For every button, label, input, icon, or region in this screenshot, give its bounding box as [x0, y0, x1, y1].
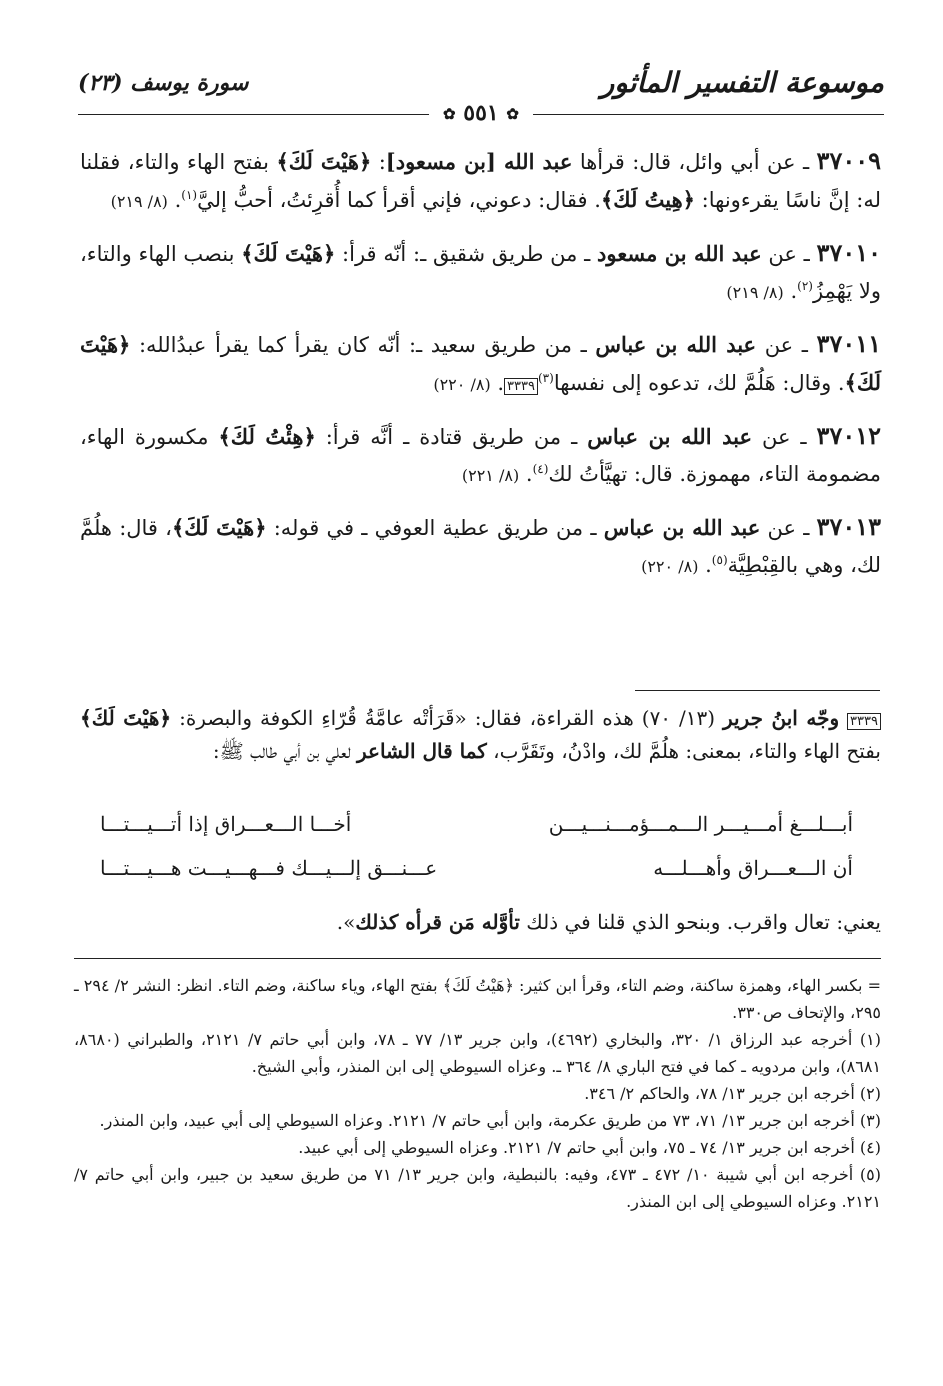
narrator: عبد الله بن عباس — [595, 332, 757, 357]
footnote: (٢) أخرجه ابن جرير ١٣/ ٧٨، والحاكم ٢/ ٣٤٦. — [584, 1084, 881, 1103]
entry-number: ٣٧٠١٠ — [816, 238, 881, 267]
cross-reference-box: ٣٣٣٩ — [847, 713, 881, 730]
surah-title: سورة يوسف (٢٣) — [78, 70, 249, 96]
volume-reference: (٨/ ٢٢٠) — [433, 375, 491, 394]
entry: ٣٧٠١٣ ـ عن عبد الله بن عباس ـ من طريق عطية العوفي ـ في قوله: ﴿هَيْتَ لَكَ﴾، قال: هلُمَّ لك، وهي بالقِبْطِيَّة$^{(٥)}$. (٨/ ٢٢٠) — [80, 512, 881, 577]
main-text — [80, 142, 881, 599]
volume-reference: (٨/ ٢١٩) — [726, 283, 784, 302]
entry-number: ٣٧٠١١ — [816, 329, 881, 358]
verse-first-hemistich: أن الـــعـــراق وأهـــلـــه — [653, 856, 853, 880]
commentary-conclusion: يعني: تعال واقرب. وبنحو الذي قلنا في ذلك تأوَّله مَن قرأه كذلك». — [336, 910, 881, 934]
footnote-marker: (٤) — [532, 462, 549, 476]
footnote: = بكسر الهاء، وهمزة ساكنة، وضم التاء، وقرأ ابن كثير: ﴿هَيْتُ لَكَ﴾ بفتح الهاء، وياء ساكنة، وضم التاء. انظر: النشر ٢/ ٢٩٤ ـ ٢٩٥، والإتحاف ص٣٣٠. — [74, 976, 881, 1022]
verse-first-hemistich: أبـــلـــغ أمـــيـــر الـــمـــؤمـــنـــيـــن — [548, 812, 853, 836]
footnote-marker: (٥) — [711, 553, 728, 567]
verse-line — [100, 812, 853, 848]
quran-quote: ﴿هِيتُ لَكَ﴾ — [600, 187, 695, 212]
verse-second-hemistich: عـــنـــق إلـــيـــك فـــهـــيـــت هـــيـــتـــا — [100, 856, 438, 880]
entry: ٣٧٠١١ ـ عن عبد الله بن عباس ـ من طريق سعيد ـ: أنّه كان يقرأ كما يقرأ عبدُالله: ﴿هَيْتَ لَكَ﴾. وقال: هَلُمَّ لك، تدعوه إلى نفسها$^{(٣)}$٣٣٣٩. (٨/ ٢٢٠) — [80, 329, 881, 395]
narrator: عبد الله بن مسعود — [597, 241, 762, 266]
commentary: ٣٣٣٩ وجّه ابنُ جرير (١٣/ ٧٠) هذه القراءة، فقال: «قَرَأتْه عامَّةُ قُرّاءِ الكوفة والبصرة: ﴿هَيْتَ لَكَ﴾ بفتح الهاء والتاء، بمعنى: هلُمَّ لك، وادْنُ، وتَقَرَّب، كما قال الشاعر لعلي بن أبي طالب ﷺ: — [80, 706, 881, 763]
page-header — [78, 66, 884, 124]
quran-quote: ﴿هَيْتَ لَكَ﴾ — [171, 515, 267, 540]
ornament-icon: ✿ — [443, 105, 456, 123]
commentary-bold: تأوَّله مَن قرأه كذلك — [355, 910, 520, 934]
volume-reference: (٨/ ٢١٩) — [110, 192, 168, 211]
quran-quote: ﴿هَيْتَ لَكَ﴾ — [80, 332, 881, 395]
poet-intro: كما قال الشاعر — [356, 739, 487, 763]
verse-second-hemistich: أخـــا الـــعـــراق إذا أتـــيـــتـــا — [100, 812, 352, 836]
footnote-marker: (٢) — [797, 279, 813, 293]
footnotes — [74, 972, 881, 1215]
footnote: (٣) أخرجه ابن جرير ١٣/ ٧١، ٧٣ من طريق عكرمة، وابن أبي حاتم ٧/ ٢١٢١. وعزاه السيوطي إلى أبي عبيد، وابن المنذر. — [99, 1111, 881, 1130]
volume-reference: (٨/ ٢٢٠) — [641, 557, 699, 576]
footnote-marker: (٣) — [537, 371, 554, 385]
footnote: (٤) أخرجه ابن جرير ١٣/ ٧٤ ـ ٧٥، وابن أبي حاتم ٧/ ٢١٢١. وعزاه السيوطي إلى أبي عبيد. — [298, 1138, 881, 1157]
footnote: (٥) أخرجه ابن أبي شيبة ١٠/ ٤٧٢ ـ ٤٧٣، وفيه: بالنبطية، وابن جرير ١٣/ ٧١ من طريق سعيد بن جبير، وابن أبي حاتم ٧/ ٢١٢١. وعزاه السيوطي إلى ابن المنذر. — [74, 1165, 882, 1211]
narrator: عبد الله بن عباس — [603, 515, 761, 540]
page-number: ٥٥١ — [463, 100, 499, 126]
entry-number: ٣٧٠٠٩ — [816, 146, 881, 175]
page-number-block — [429, 100, 533, 126]
entry-number: ٣٧٠١٢ — [816, 421, 881, 450]
book-title: موسوعة التفسير المأثور — [600, 66, 884, 99]
entry-number: ٣٧٠١٣ — [816, 512, 881, 541]
ornament-icon: ✿ — [506, 105, 519, 123]
narrator: عبد الله [بن مسعود] — [385, 149, 573, 174]
footnote: (١) أخرجه عبد الرزاق ١/ ٣٢٠، والبخاري (٤٦٩٢)، وابن جرير ١٣/ ٧٧ ـ ٧٨، وابن أبي حاتم ٧/ ٢١٢١، والطبراني (٨٦٨٠، ٨٦٨١)، وابن مردويه ـ كما في فتح الباري ٨/ ٣٦٤ ـ. وعزاه السيوطي إلى ابن المنذر، وأبي الشيخ. — [74, 1030, 881, 1076]
commentary-author: وجّه ابنُ جرير — [722, 706, 840, 730]
commentary-separator — [635, 690, 880, 691]
footnote-marker: (١) — [181, 188, 198, 202]
verse-line — [100, 856, 853, 892]
quran-quote: ﴿هِئْتُ لَكَ﴾ — [218, 424, 316, 449]
quran-quote: ﴿هَيْتَ لَكَ﴾ — [241, 241, 336, 266]
quran-quote: ﴿هَيْتَ لَكَ﴾ — [276, 149, 372, 174]
narrator: عبد الله بن عباس — [587, 424, 753, 449]
quran-quote: ﴿هَيْتَ لَكَ﴾ — [80, 706, 172, 730]
volume-reference: (٨/ ٢٢١) — [461, 466, 520, 485]
cross-reference-box: ٣٣٣٩ — [504, 378, 538, 395]
entry: ٣٧٠١٢ ـ عن عبد الله بن عباس ـ من طريق قتادة ـ أنَّه قرأ: ﴿هِئْتُ لَكَ﴾ مكسورة الهاء، مضمومة التاء، مهموزة. قال: تهيَّأتُ لك$^{(٤)}$. (٨/ ٢٢١) — [80, 421, 881, 486]
entry: ٣٧٠٠٩ ـ عن أبي وائل، قال: قرأها عبد الله [بن مسعود]: ﴿هَيْتَ لَكَ﴾ بفتح الهاء والتاء، فقلنا له: إنَّ ناسًا يقرءونها: ﴿هِيتُ لَكَ﴾. فقال: دعوني، فإني أقرأ كما أُقرِئتُ، أحبُّ إليَّ$^{(١)}$. (٨/ ٢١٩) — [80, 146, 881, 212]
entry: ٣٧٠١٠ ـ عن عبد الله بن مسعود ـ من طريق شقيق ـ: أنّه قرأ: ﴿هَيْتَ لَكَ﴾ بنصب الهاء والتاء، ولا يَهْمِزُ$^{(٢)}$. (٨/ ٢١٩) — [80, 238, 881, 303]
footnote-rule — [74, 958, 881, 959]
